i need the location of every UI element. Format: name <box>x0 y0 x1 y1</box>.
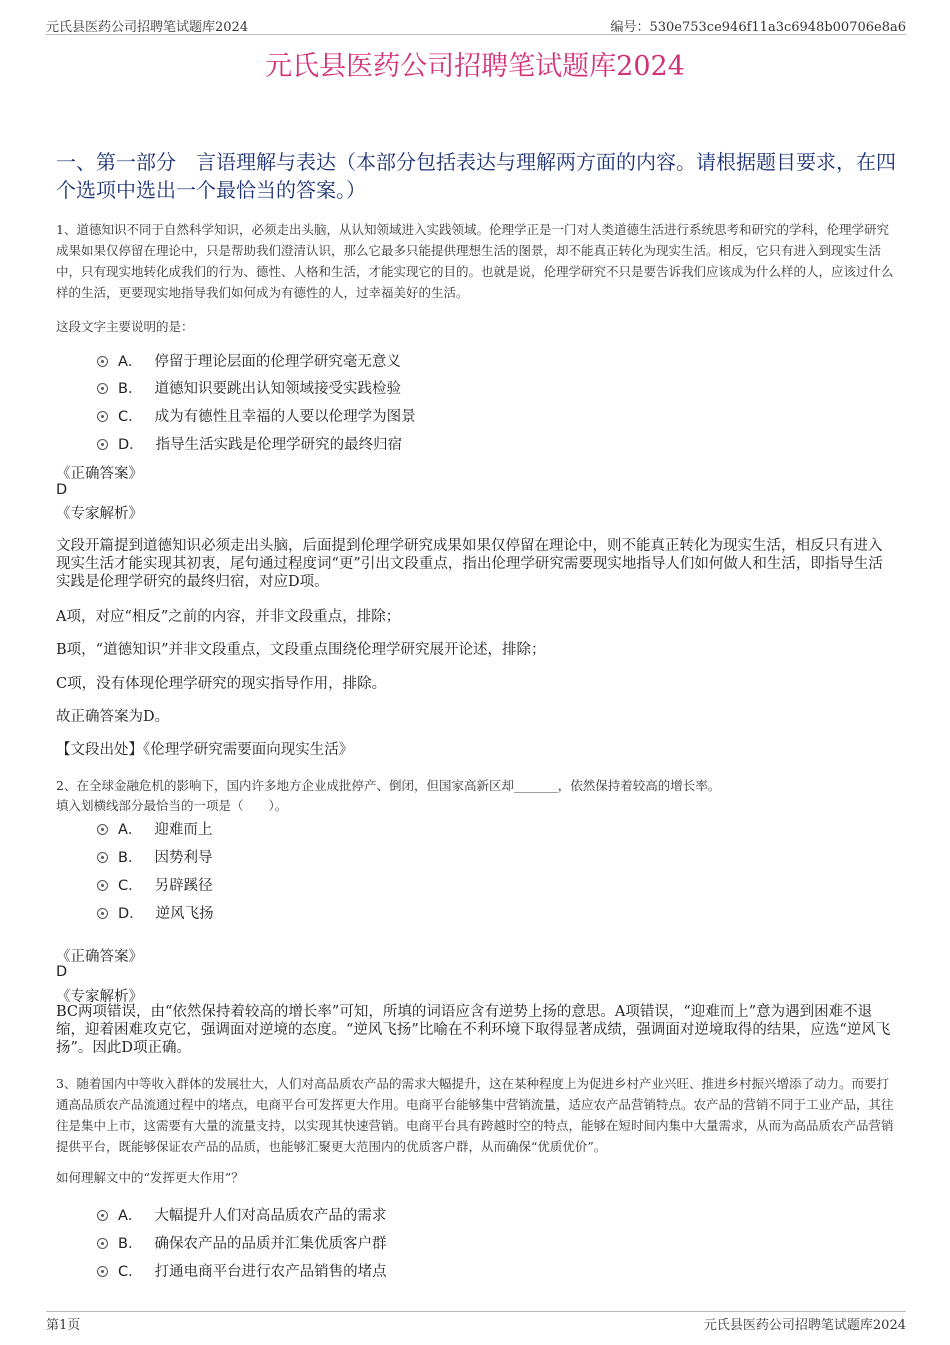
q1-source: 【文段出处】《伦理学研究需要面向现实生活》 <box>56 742 354 758</box>
footer-title: 元氏县医药公司招聘笔试题库2024 <box>703 1318 906 1333</box>
q1-analysis-a: A项，对应“相反”之前的内容，并非文段重点，排除； <box>56 609 401 625</box>
q1-option-a[interactable]: A． 停留于理论层面的伦理学研究毫无意义 <box>97 350 401 371</box>
q1-option-c[interactable]: C． 成为有德性且幸福的人要以伦理学为图景 <box>97 405 416 426</box>
q1-analysis-c: C项，没有体现伦理学研究的现实指导作用，排除。 <box>56 676 387 692</box>
radio-icon[interactable] <box>97 852 108 863</box>
page-number: 第1页 <box>46 1318 81 1333</box>
q1-analysis-main: 文段开篇提到道德知识必须走出头脑，后面提到伦理学研究成果如果仅停留在理论中，则不能真正转化为现实生活，相反只有进入现实生活才能实现其初衷，尾句通过程度词“更”引出文段重点，指出伦理学研究需要现实地指导人们如何做人和生活，即指导生活实践是伦理学研究的最终归宿，对应D项。 <box>56 538 883 590</box>
q3-option-c[interactable]: C． 打通电商平台进行农产品销售的堵点 <box>97 1260 387 1281</box>
radio-icon[interactable] <box>97 1266 108 1277</box>
q2-analysis: BC两项错误，由“依然保持着较高的增长率”可知，所填的词语应含有逆势上扬的意思。A项错误，“迎难而上”意为遇到困难不退缩，迎着困难攻克它，强调面对逆境的态度。“逆风飞扬”比喻在不利环境下取得显著成绩，强调面对逆境取得的结果，应选“逆风飞扬”。因此D项正确。 <box>56 1004 891 1056</box>
radio-icon[interactable] <box>97 439 108 450</box>
q2-passage: 2、在全球金融危机的影响下，国内许多地方企业成批停产、倒闭，但国家高新区却_______，依然保持着较高的增长率。 <box>56 778 721 793</box>
q2-option-b[interactable]: B． 因势利导 <box>97 846 212 867</box>
q1-question: 这段文字主要说明的是： <box>56 319 194 334</box>
radio-icon[interactable] <box>97 908 108 919</box>
page-header <box>46 14 906 35</box>
q2-question: 填入划横线部分最恰当的一项是（ ）。 <box>56 798 288 813</box>
radio-icon[interactable] <box>97 1238 108 1249</box>
q3-passage: 3、随着国内中等收入群体的发展壮大，人们对高品质农产品的需求大幅提升，这在某种程度上为促进乡村产业兴旺、推进乡村振兴增添了动力。而要打通高品质农产品流通过程中的堵点，电商平台可发挥更大作用。电商平台能够集中营销流量，适应农产品营销特点。农产品的营销不同于工业产品，其往往是集中上市，这需要有大量的流量支持，以实现其快速营销。电商平台具有跨越时空的特点，能够在短时间内集中大量需求，从而为高品质农产品营销提供平台，既能够保证农产品的品质，也能够汇聚更大范围内的优质客户群，从而确保“优质优价”。 <box>56 1076 894 1154</box>
q2-answer-label: 《正确答案》 <box>56 949 143 965</box>
section-heading: 一、第一部分 言语理解与表达（本部分包括表达与理解两方面的内容。请根据题目要求，在四个选项中选出一个最恰当的答案。） <box>56 150 896 202</box>
q1-analysis-b: B项，“道德知识”并非文段重点，文段重点围绕伦理学研究展开论述，排除； <box>56 642 546 658</box>
q1-analysis-label: 《专家解析》 <box>56 506 143 522</box>
q2-analysis-label: 《专家解析》 <box>56 989 143 1005</box>
page-footer <box>46 1311 906 1334</box>
radio-icon[interactable] <box>97 880 108 891</box>
radio-icon[interactable] <box>97 411 108 422</box>
q2-option-a[interactable]: A． 迎难而上 <box>97 818 212 839</box>
header-title: 元氏县医药公司招聘笔试题库2024 <box>46 20 249 35</box>
page-title: 元氏县医药公司招聘笔试题库2024 <box>265 51 685 82</box>
radio-icon[interactable] <box>97 356 108 367</box>
q1-option-d[interactable]: D． 指导生活实践是伦理学研究的最终归宿 <box>97 433 402 454</box>
q3-option-a[interactable]: A． 大幅提升人们对高品质农产品的需求 <box>97 1204 386 1225</box>
radio-icon[interactable] <box>97 1210 108 1221</box>
q3-option-b[interactable]: B． 确保农产品的品质并汇集优质客户群 <box>97 1232 386 1253</box>
q3-question: 如何理解文中的“发挥更大作用”？ <box>56 1170 244 1185</box>
q2-option-d[interactable]: D． 逆风飞扬 <box>97 902 214 923</box>
q1-option-b[interactable]: B． 道德知识要跳出认知领域接受实践检验 <box>97 377 401 398</box>
q2-option-c[interactable]: C． 另辟蹊径 <box>97 874 213 895</box>
q1-answer-label: 《正确答案》 <box>56 466 143 482</box>
q1-answer: D <box>56 482 68 498</box>
radio-icon[interactable] <box>97 383 108 394</box>
radio-icon[interactable] <box>97 824 108 835</box>
document-id: 编号：530e753ce946f11a3c6948b00706e8a6 <box>610 20 906 35</box>
q2-answer: D <box>56 964 68 980</box>
q1-conclusion: 故正确答案为D。 <box>56 709 170 725</box>
q1-passage: 1、道德知识不同于自然科学知识，必须走出头脑，从认知领域进入实践领域。伦理学正是一门对人类道德生活进行系统思考和研究的学科，伦理学研究成果如果仅停留在理论中，只是帮助我们澄清认识，那么它最多只能提供理想生活的图景，却不能真正转化为现实生活。相反，它只有进入到现实生活中，只有现实地转化成我们的行为、德性、人格和生活，才能实现它的目的。也就是说，伦理学研究不只是要告诉我们应该成为什么样的人，应该过什么样的生活，更要现实地指导我们如何成为有德性的人，过幸福美好的生活。 <box>56 222 894 300</box>
